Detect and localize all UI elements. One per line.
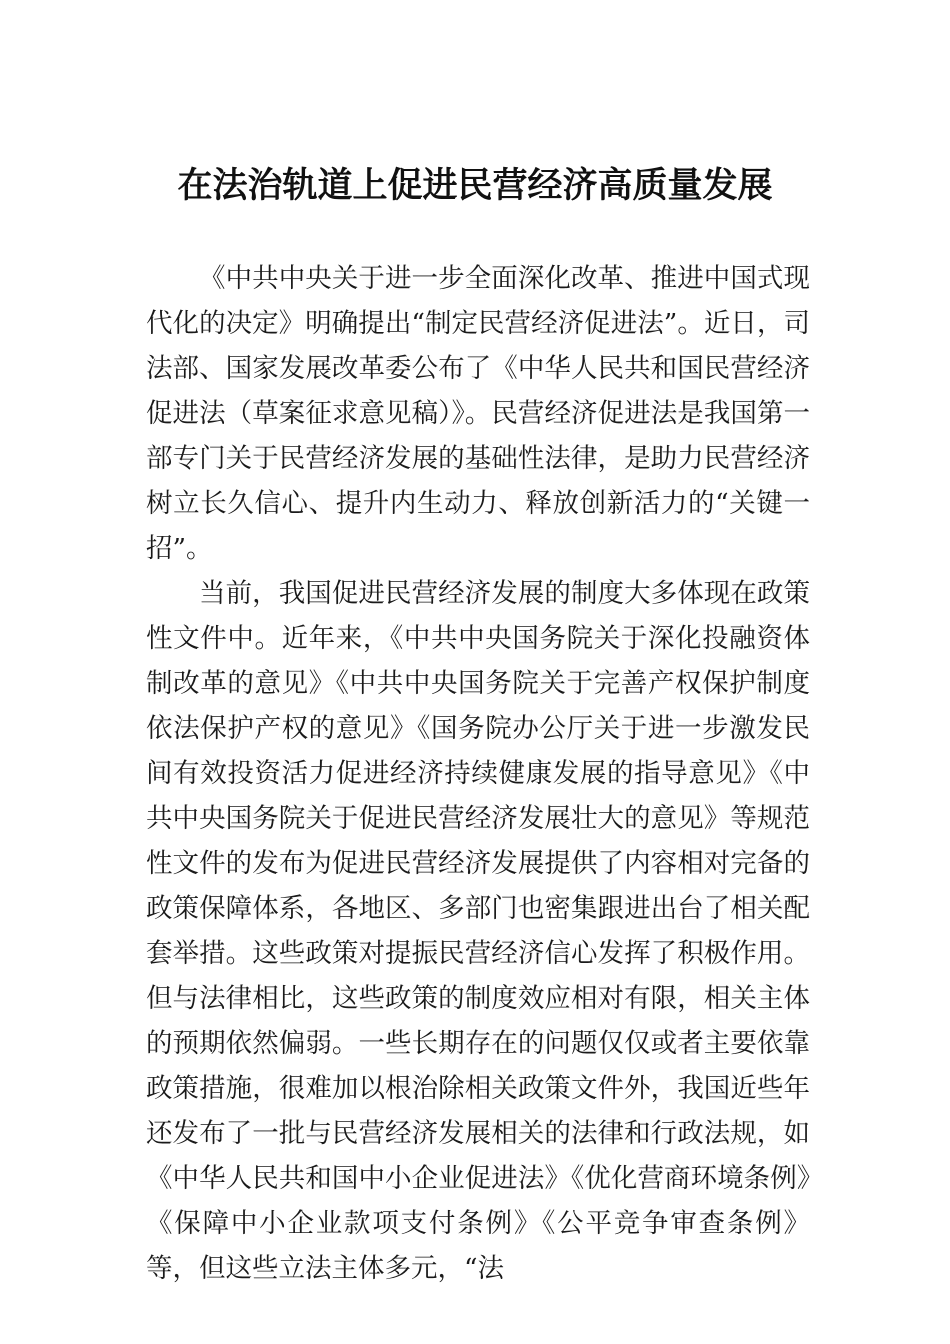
document-body bbox=[146, 256, 810, 1291]
paragraph-2: 当前，我国促进民营经济发展的制度大多体现在政策性文件中。近年来，《中共中央国务院关于深化投融资体制改革的意见》《中共中央国务院关于完善产权保护制度依法保护产权的意见》《国务院办公厅关于进一步激发民间有效投资活力促进经济持续健康发展的指导意见》《中共中央国务院关于促进民营经济发展壮大的意见》等规范性文件的发布为促进民营经济发展提供了内容相对完备的政策保障体系，各地区、多部门也密集跟进出台了相关配套举措。这些政策对提振民营经济信心发挥了积极作用。但与法律相比，这些政策的制度效应相对有限，相关主体的预期依然偏弱。一些长期存在的问题仅仅或者主要依靠政策措施，很难加以根治除相关政策文件外，我国近些年还发布了一批与民营经济发展相关的法律和行政法规，如《中华人民共和国中小企业促进法》《优化营商环境条例》《保障中小企业款项支付条例》《公平竞争审查条例》等，但这些立法主体多元，“法 bbox=[146, 578, 810, 1284]
document-title: 在法治轨道上促进民营经济高质量发展 bbox=[177, 165, 773, 206]
paragraph-1: 《中共中央关于进一步全面深化改革、推进中国式现代化的决定》明确提出“制定民营经济促进法”。近日，司法部、国家发展改革委公布了《中华人民共和国民营经济促进法（草案征求意见稿）》。民营经济促进法是我国第一部专门关于民营经济发展的基础性法律，是助力民营经济树立长久信心、提升内生动力、释放创新活力的“关键一招”。 bbox=[146, 263, 810, 564]
